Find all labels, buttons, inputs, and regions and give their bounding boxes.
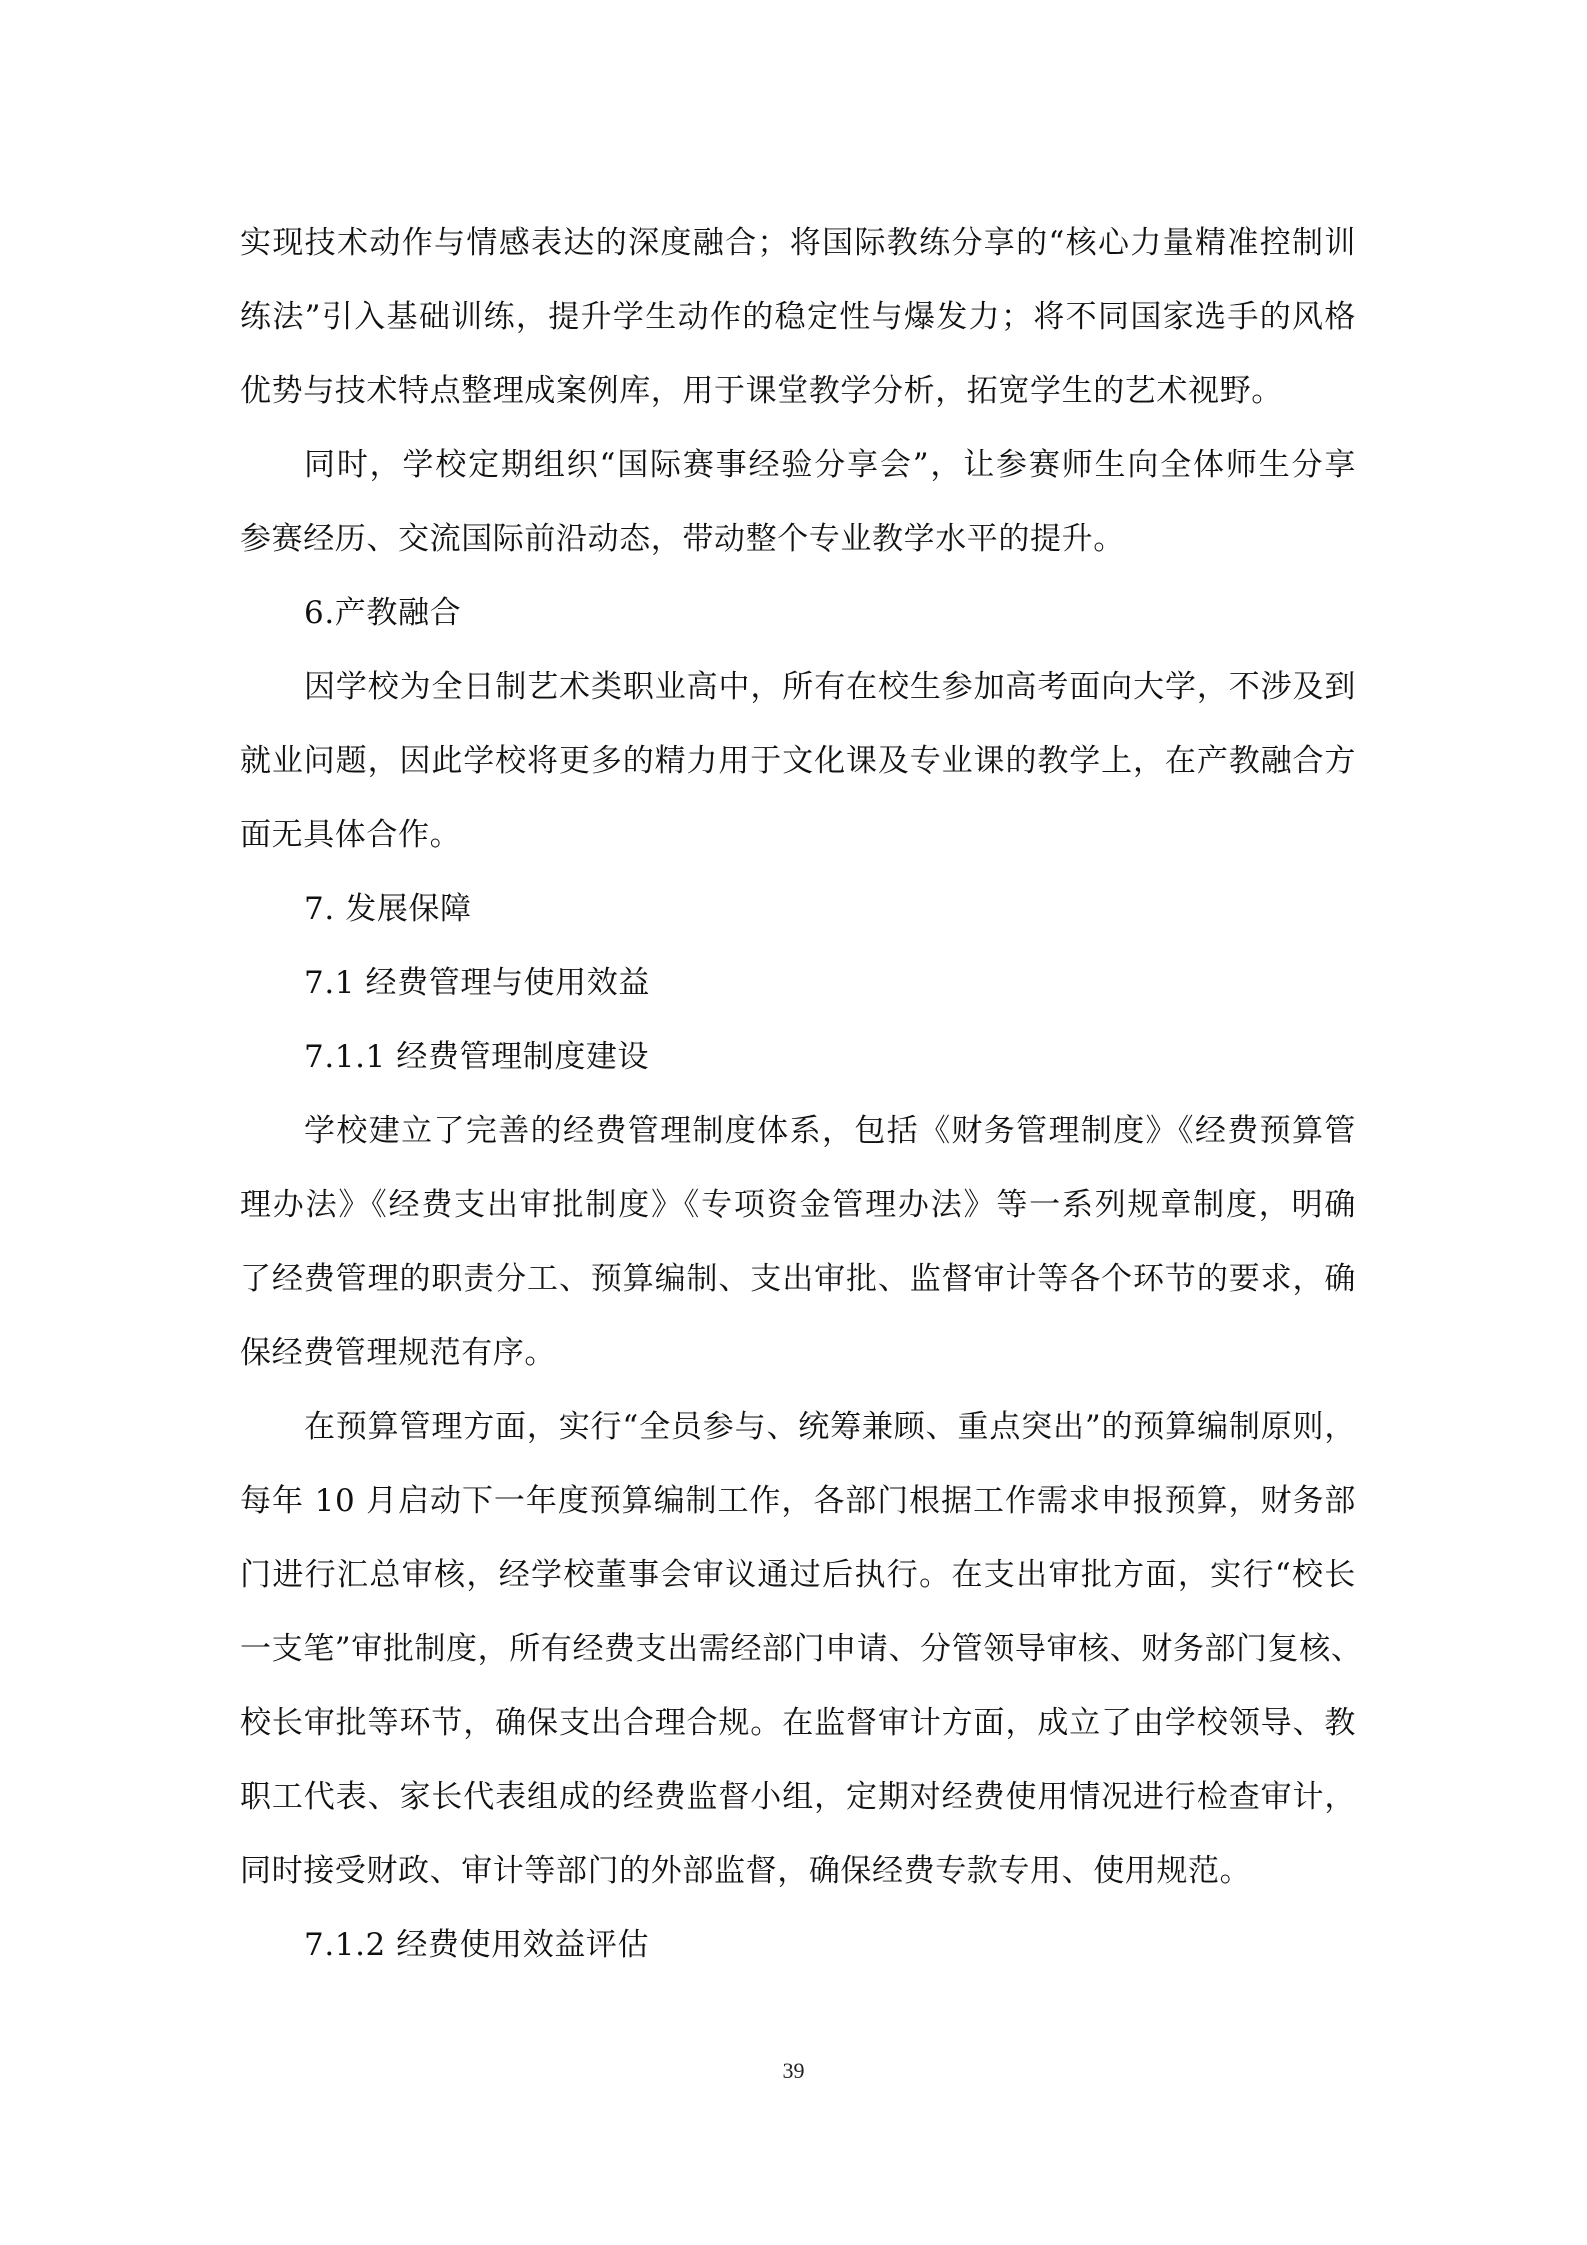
paragraph-line: 同时，学校定期组织“国际赛事经验分享会”，让参赛师生向全体师生分享	[304, 447, 1356, 483]
paragraph-line: 职工代表、家长代表组成的经费监督小组，定期对经费使用情况进行检查审计，	[240, 1779, 1356, 1815]
paragraph-line: 了经费管理的职责分工、预算编制、支出审批、监督审计等各个环节的要求，确	[240, 1261, 1356, 1297]
paragraph-line: 实现技术动作与情感表达的深度融合；将国际教练分享的“核心力量精准控制训	[240, 225, 1356, 261]
section-heading-7-1: 7.1 经费管理与使用效益	[304, 965, 650, 1001]
paragraph-line: 在预算管理方面，实行“全员参与、统筹兼顾、重点突出”的预算编制原则，	[304, 1409, 1356, 1445]
paragraph-line: 就业问题，因此学校将更多的精力用于文化课及专业课的教学上，在产教融合方	[240, 743, 1356, 779]
paragraph-line: 校长审批等环节，确保支出合理合规。在监督审计方面，成立了由学校领导、教	[240, 1705, 1356, 1741]
paragraph-line: 练法”引入基础训练，提升学生动作的稳定性与爆发力；将不同国家选手的风格	[240, 299, 1356, 335]
paragraph-line: 保经费管理规范有序。	[240, 1335, 556, 1371]
paragraph-line: 参赛经历、交流国际前沿动态，带动整个专业教学水平的提升。	[240, 521, 1125, 557]
section-heading-6: 6.产教融合	[304, 595, 462, 631]
paragraph-line: 因学校为全日制艺术类职业高中，所有在校生参加高考面向大学，不涉及到	[304, 669, 1356, 705]
paragraph-line: 门进行汇总审核，经学校董事会审议通过后执行。在支出审批方面，实行“校长	[240, 1557, 1356, 1593]
page-body	[240, 206, 1363, 1982]
paragraph-line: 学校建立了完善的经费管理制度体系，包括《财务管理制度》《经费预算管	[304, 1113, 1356, 1149]
paragraph-line: 优势与技术特点整理成案例库，用于课堂教学分析，拓宽学生的艺术视野。	[240, 373, 1283, 409]
section-heading-7-1-2: 7.1.2 经费使用效益评估	[304, 1927, 650, 1963]
paragraph-line: 每年 10 月启动下一年度预算编制工作，各部门根据工作需求申报预算，财务部	[240, 1483, 1356, 1519]
paragraph-line: 同时接受财政、审计等部门的外部监督，确保经费专款专用、使用规范。	[240, 1853, 1252, 1889]
page-number: 39	[782, 2058, 805, 2083]
section-heading-7: 7. 发展保障	[304, 891, 472, 927]
section-heading-7-1-1: 7.1.1 经费管理制度建设	[304, 1039, 650, 1075]
paragraph-line: 理办法》《经费支出审批制度》《专项资金管理办法》等一系列规章制度，明确	[240, 1187, 1356, 1223]
paragraph-line: 面无具体合作。	[240, 817, 462, 853]
paragraph-line: 一支笔”审批制度，所有经费支出需经部门申请、分管领导审核、财务部门复核、	[240, 1631, 1363, 1667]
